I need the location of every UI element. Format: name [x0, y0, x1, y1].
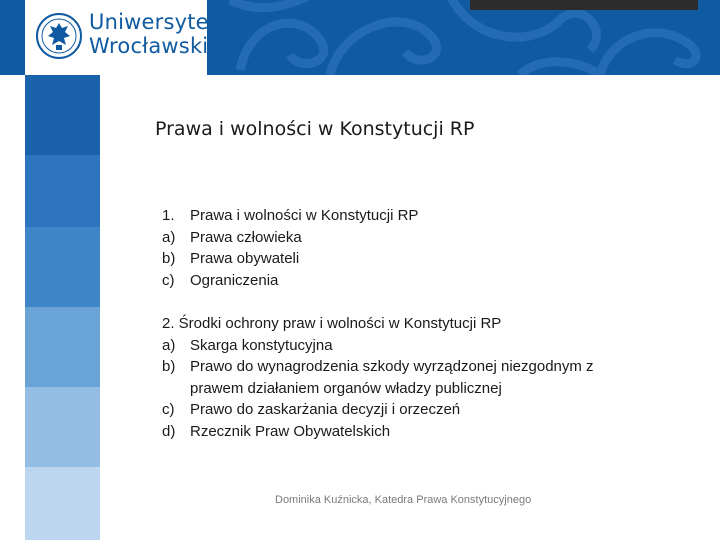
- list-text: Ograniczenia: [190, 271, 279, 289]
- list-item: [162, 248, 418, 270]
- logo-line-1: Uniwersytet: [89, 10, 218, 34]
- list-marker: c): [162, 401, 175, 419]
- eagle-seal-icon: [35, 12, 83, 60]
- list-item: [162, 270, 418, 292]
- side-stripe-1: [25, 75, 100, 155]
- list-text: Prawa obywateli: [190, 250, 300, 268]
- list-text: Prawo do zaskarżania decyzji i orzeczeń: [190, 401, 461, 419]
- list-marker: b): [162, 250, 176, 268]
- list-marker: b): [162, 358, 176, 376]
- list-marker: c): [162, 271, 175, 289]
- list-marker: d): [162, 422, 176, 440]
- list-text: Prawa człowieka: [190, 228, 302, 246]
- list-item: [162, 227, 418, 249]
- side-stripe-6: [25, 467, 100, 540]
- list-text: Prawa i wolności w Konstytucji RP: [190, 207, 419, 224]
- logo-line-2: Wrocławski: [89, 34, 209, 58]
- slide-footer: Dominika Kuźnicka, Katedra Prawa Konstytucyjnego: [275, 494, 532, 506]
- slide-title: Prawa i wolności w Konstytucji RP: [155, 118, 475, 140]
- list-marker: 1.: [162, 207, 175, 224]
- list-item: [162, 421, 642, 443]
- header-dark-strip: [470, 0, 698, 10]
- list-text: Rzecznik Praw Obywatelskich: [190, 422, 391, 440]
- side-stripe-4: [25, 307, 100, 387]
- list-item: [162, 205, 418, 227]
- topic-list: [162, 205, 418, 291]
- list-item: [162, 399, 642, 421]
- side-stripe-2: [25, 155, 100, 227]
- university-logo: [25, 0, 218, 75]
- protection-section: [162, 313, 642, 443]
- list-marker: a): [162, 228, 176, 246]
- list-item: [162, 356, 642, 399]
- side-stripe-3: [25, 227, 100, 307]
- list-text: Skarga konstytucyjna: [190, 336, 333, 354]
- list-item: [162, 335, 642, 357]
- side-stripe-5: [25, 387, 100, 467]
- section-heading: 2. Środki ochrony praw i wolności w Konstytucji RP: [162, 315, 502, 332]
- list-marker: a): [162, 336, 176, 354]
- list-text: Prawo do wynagrodzenia szkody wyrządzonej niezgodnym z prawem działaniem organów władzy publicznej: [190, 358, 594, 397]
